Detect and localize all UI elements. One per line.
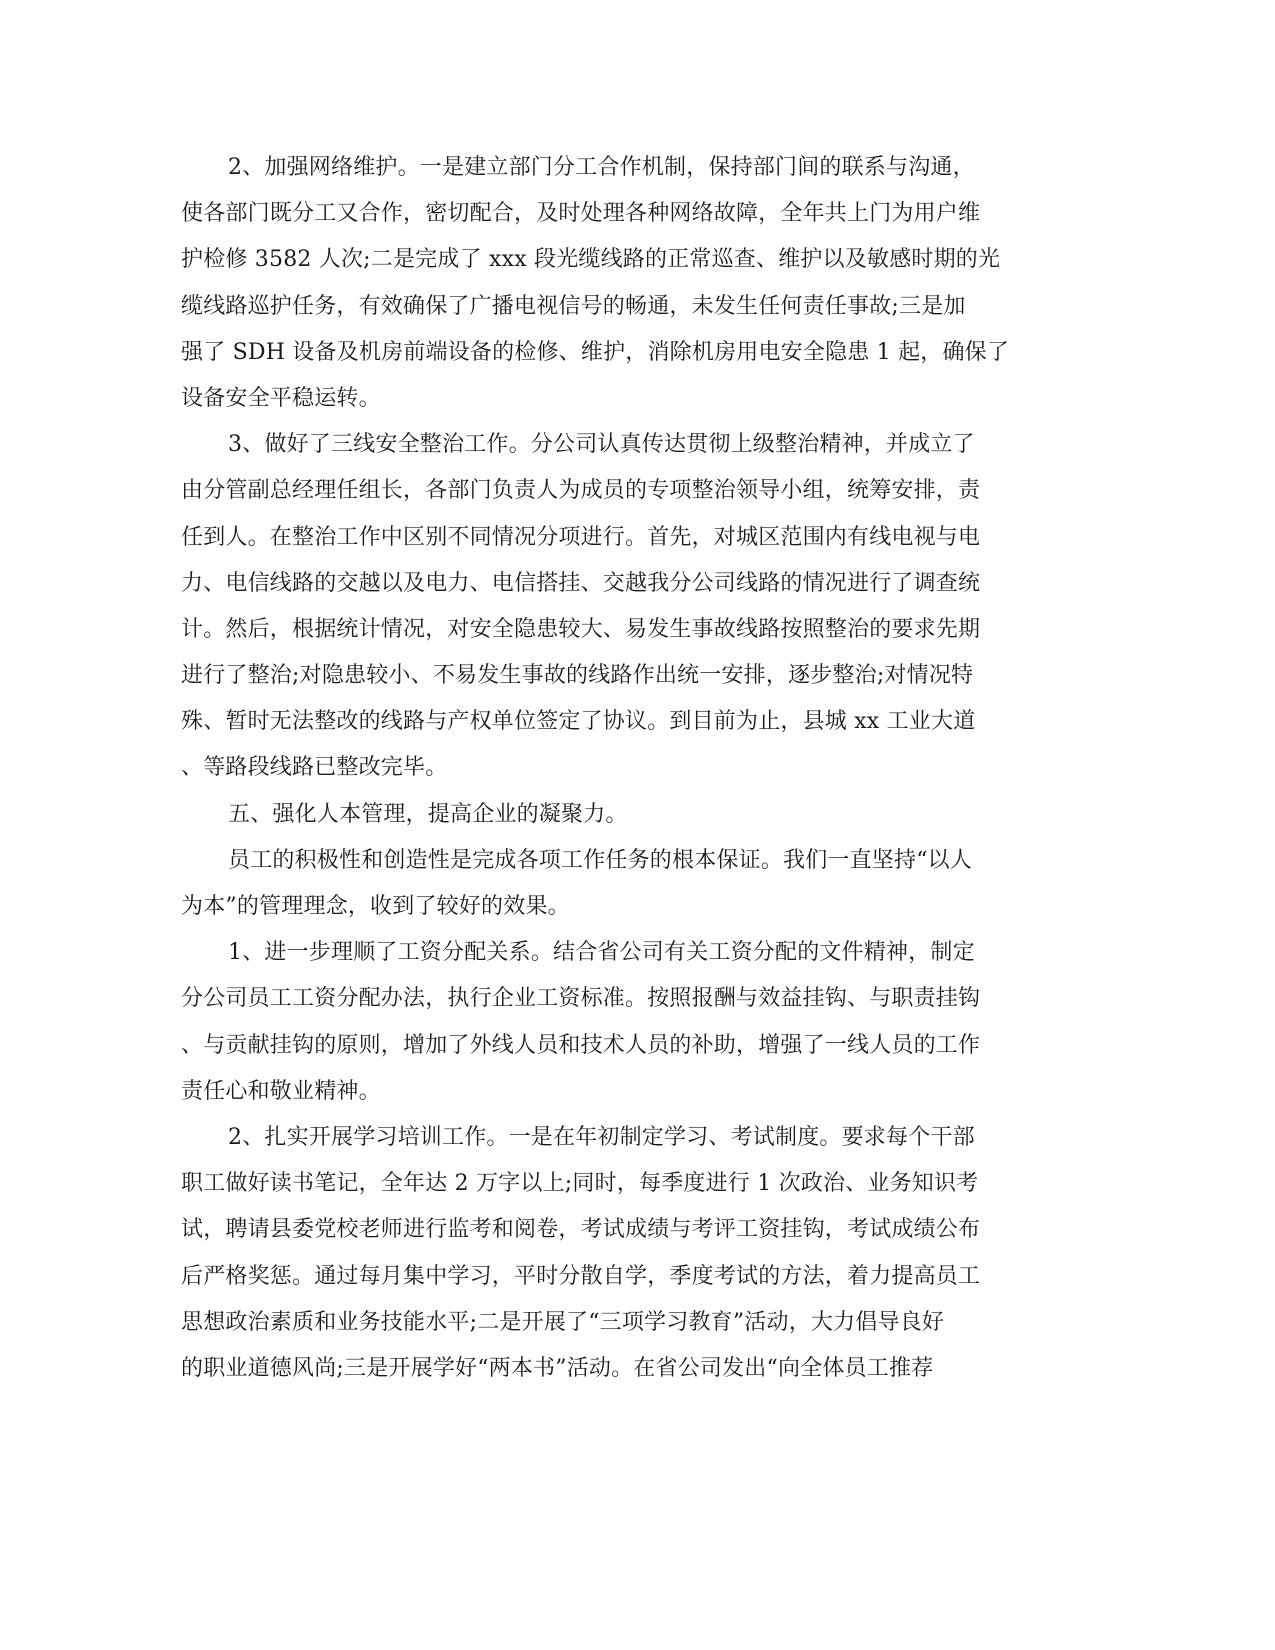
text-line: 分公司员工工资分配办法，执行企业工资标准。按照报酬与效益挂钩、与职责挂钩 — [181, 986, 981, 1012]
text-line: 、等路段线路已整改完毕。 — [181, 755, 448, 781]
text-line: 后严格奖惩。通过每月集中学习，平时分散自学，季度考试的方法，着力提高员工 — [181, 1263, 981, 1289]
text-line: 由分管副总经理任组长，各部门负责人为成员的专项整治领导小组，统筹安排，责 — [181, 478, 981, 504]
text-line: 进行了整治;对隐患较小、不易发生事故的线路作出统一安排，逐步整治;对情况特 — [181, 663, 974, 689]
text-line: 试，聘请县委党校老师进行监考和阅卷，考试成绩与考评工资挂钩，考试成绩公布 — [181, 1217, 981, 1243]
text-line: 五、强化人本管理，提高企业的凝聚力。 — [228, 801, 628, 827]
text-line: 任到人。在整治工作中区别不同情况分项进行。首先，对城区范围内有线电视与电 — [181, 524, 981, 550]
text-line: 强了 SDH 设备及机房前端设备的检修、维护，消除机房用电安全隐患 1 起，确保了 — [181, 339, 1010, 365]
text-line: 设备安全平稳运转。 — [181, 385, 381, 411]
text-line: 力、电信线路的交越以及电力、电信搭挂、交越我分公司线路的情况进行了调查统 — [181, 570, 981, 596]
text-line: 2、加强网络维护。一是建立部门分工合作机制，保持部门间的联系与沟通， — [228, 155, 975, 180]
text-line: 、与贡献挂钩的原则，增加了外线人员和技术人员的补助，增强了一线人员的工作 — [181, 1032, 981, 1058]
text-line: 殊、暂时无法整改的线路与产权单位签定了协议。到目前为止，县城 xx 工业大道 — [181, 709, 976, 735]
text-line: 为本”的管理理念，收到了较好的效果。 — [181, 894, 570, 919]
text-line: 责任心和敬业精神。 — [181, 1078, 381, 1104]
text-line: 2、扎实开展学习培训工作。一是在年初制定学习、考试制度。要求每个干部 — [228, 1124, 975, 1150]
text-line: 1、进一步理顺了工资分配关系。结合省公司有关工资分配的文件精神，制定 — [228, 940, 975, 966]
text-line: 缆线路巡护任务，有效确保了广播电视信号的畅通，未发生任何责任事故;三是加 — [181, 293, 966, 319]
text-line: 使各部门既分工又合作，密切配合，及时处理各种网络故障，全年共上门为用户维 — [181, 201, 981, 227]
text-line: 计。然后，根据统计情况，对安全隐患较大、易发生事故线路按照整治的要求先期 — [181, 616, 981, 642]
text-line: 3、做好了三线安全整治工作。分公司认真传达贯彻上级整治精神，并成立了 — [228, 432, 975, 458]
text-line: 思想政治素质和业务技能水平;二是开展了“三项学习教育”活动，大力倡导良好 — [181, 1309, 945, 1335]
text-line: 护检修 3582 人次;二是完成了 xxx 段光缆线路的正常巡查、维护以及敏感时期的光 — [181, 247, 1001, 273]
text-line: 职工做好读书笔记，全年达 2 万字以上;同时，每季度进行 1 次政治、业务知识考 — [181, 1171, 979, 1197]
text-line: 的职业道德风尚;三是开展学好“两本书”活动。在省公司发出“向全体员工推荐 — [181, 1355, 934, 1381]
text-line: 员工的积极性和创造性是完成各项工作任务的根本保证。我们一直坚持“以人 — [228, 847, 973, 873]
document-body — [181, 145, 1041, 1392]
